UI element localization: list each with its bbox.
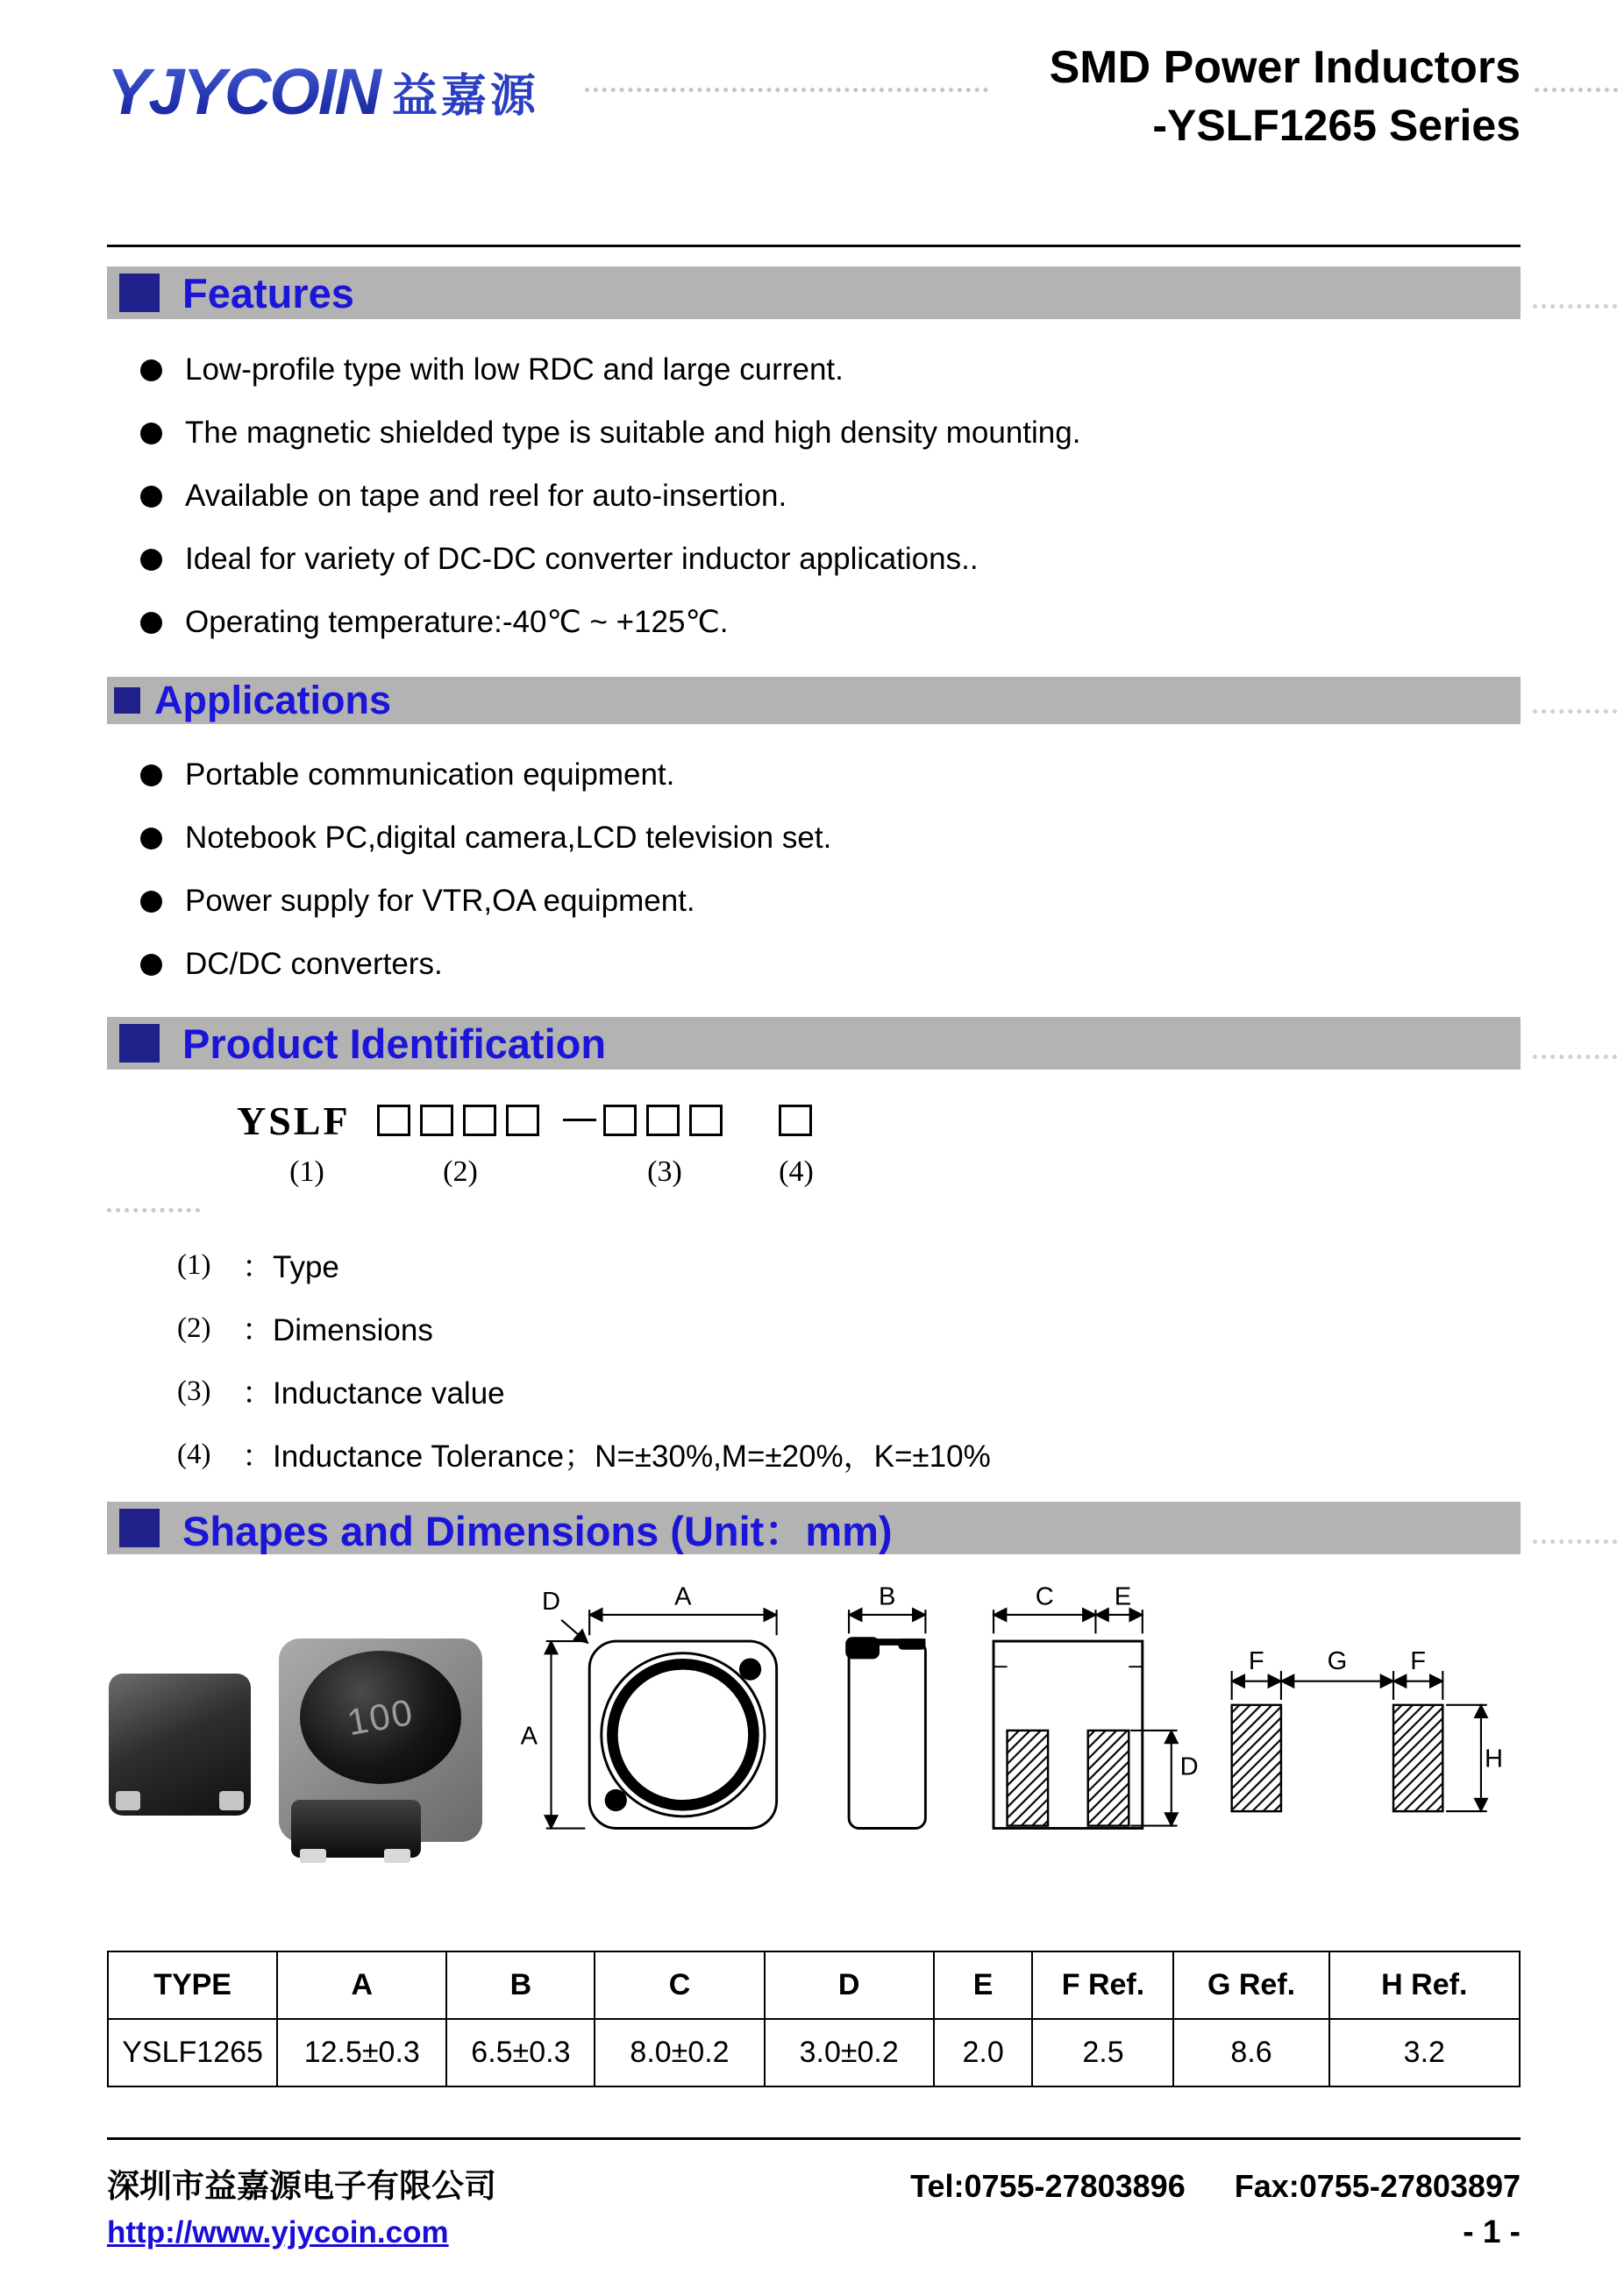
feature-text: Available on tape and reel for auto-insertion. bbox=[185, 479, 787, 513]
dim-label-d-corner: D bbox=[542, 1588, 561, 1617]
dim-label-h: H bbox=[1484, 1745, 1504, 1774]
terminal bbox=[116, 1791, 140, 1810]
document-title bbox=[1050, 39, 1521, 153]
features-section-header bbox=[107, 267, 1521, 319]
page-content bbox=[107, 267, 1521, 2087]
logo-wordmark: YJYCOIN bbox=[107, 54, 392, 129]
fax-number: Fax:0755-27803897 bbox=[1234, 2168, 1521, 2204]
legend-number: (3) bbox=[177, 1375, 211, 1407]
group-label: (3) bbox=[647, 1155, 682, 1188]
code-dash bbox=[563, 1119, 596, 1121]
list-item bbox=[140, 465, 1521, 528]
list-item bbox=[140, 338, 1521, 402]
logo-chinese-name: 益嘉源 bbox=[391, 72, 539, 122]
dimension-drawings-row bbox=[107, 1586, 1521, 1880]
feature-text: The magnetic shielded type is suitable and high density mounting. bbox=[185, 416, 1081, 450]
solder-pad bbox=[1008, 1731, 1049, 1826]
application-text: DC/DC converters. bbox=[185, 947, 443, 981]
part-number-code-row bbox=[237, 1096, 1521, 1145]
dim-label-f-left: F bbox=[1248, 1647, 1264, 1676]
legend-number: (1) bbox=[177, 1248, 211, 1281]
legend-item bbox=[177, 1297, 1521, 1360]
part-number-diagram bbox=[237, 1096, 1521, 1212]
photo-marking: 100 bbox=[344, 1690, 417, 1744]
application-text: Notebook PC,digital camera,LCD television set. bbox=[185, 821, 832, 855]
section-square-icon bbox=[114, 687, 140, 714]
features-list bbox=[107, 338, 1521, 654]
code-group-dimensions bbox=[377, 1105, 563, 1136]
legend-number: (4) bbox=[177, 1438, 211, 1470]
application-text: Power supply for VTR,OA equipment. bbox=[185, 884, 695, 918]
dotted-decoration bbox=[1533, 1055, 1617, 1059]
group-label: (1) bbox=[289, 1155, 324, 1188]
dim-label-a-top: A bbox=[674, 1586, 692, 1611]
cell-g: 8.6 bbox=[1173, 2019, 1328, 2086]
inductor-photo-left bbox=[109, 1674, 251, 1816]
bullet-icon bbox=[140, 764, 162, 786]
cell-type: YSLF1265 bbox=[108, 2019, 277, 2086]
section-square-icon bbox=[119, 1509, 160, 1547]
cell-d: 3.0±0.2 bbox=[765, 2019, 934, 2086]
list-item bbox=[140, 743, 1521, 807]
part-number-group-labels bbox=[237, 1150, 1521, 1194]
side-view-drawing bbox=[845, 1586, 925, 1829]
code-box bbox=[420, 1105, 453, 1136]
cell-h: 3.2 bbox=[1329, 2019, 1520, 2086]
col-header: E bbox=[934, 1951, 1033, 2019]
page-number: - 1 - bbox=[1463, 2214, 1521, 2250]
dim-label-e: E bbox=[1114, 1586, 1132, 1611]
bullet-icon bbox=[140, 612, 162, 634]
table-header-row bbox=[108, 1951, 1520, 2019]
col-header: TYPE bbox=[108, 1951, 277, 2019]
page-header bbox=[107, 0, 1521, 247]
dotted-decoration bbox=[107, 1208, 200, 1212]
tel-number: Tel:0755-27803896 bbox=[910, 2168, 1186, 2204]
list-item bbox=[140, 807, 1521, 870]
inductor-coil-top bbox=[300, 1651, 461, 1784]
dim-label-d-pad: D bbox=[1179, 1752, 1199, 1781]
col-header: H Ref. bbox=[1329, 1951, 1520, 2019]
code-box bbox=[779, 1105, 812, 1136]
part-number-legend bbox=[177, 1233, 1521, 1486]
cell-e: 2.0 bbox=[934, 2019, 1033, 2086]
page-footer bbox=[107, 2137, 1521, 2250]
bullet-icon bbox=[140, 359, 162, 381]
table-row bbox=[108, 2019, 1520, 2086]
cell-f: 2.5 bbox=[1032, 2019, 1173, 2086]
website-link[interactable]: http://www.yjycoin.com bbox=[107, 2215, 449, 2250]
col-header: A bbox=[277, 1951, 446, 2019]
code-group-inductance bbox=[603, 1105, 747, 1136]
legend-text: ：Type bbox=[242, 1250, 339, 1284]
bullet-icon bbox=[140, 891, 162, 913]
feature-text: Low-profile type with low RDC and large current. bbox=[185, 352, 844, 387]
contact-info bbox=[910, 2168, 1521, 2205]
adhesive-dot bbox=[739, 1658, 761, 1680]
company-logo bbox=[107, 54, 539, 129]
code-group-tolerance bbox=[779, 1105, 831, 1136]
legend-text: ：Dimensions bbox=[242, 1313, 433, 1347]
shapes-section-header bbox=[107, 1502, 1521, 1554]
bullet-icon bbox=[140, 423, 162, 444]
dotted-decoration bbox=[1535, 88, 1618, 92]
code-box bbox=[506, 1105, 539, 1136]
cell-a: 12.5±0.3 bbox=[277, 2019, 446, 2086]
title-line-2: -YSLF1265 Series bbox=[1152, 100, 1521, 150]
group-label: (2) bbox=[443, 1155, 478, 1188]
list-item bbox=[140, 528, 1521, 591]
company-name: 深圳市益嘉源电子有限公司 bbox=[107, 2168, 496, 2204]
section-square-icon bbox=[119, 274, 160, 312]
terminal bbox=[384, 1849, 410, 1863]
feature-text: Ideal for variety of DC-DC converter inductor applications.. bbox=[185, 542, 979, 576]
product-id-section-header bbox=[107, 1017, 1521, 1070]
code-box bbox=[377, 1105, 410, 1136]
shapes-heading: Shapes and Dimensions (Unit：mm) bbox=[182, 1507, 893, 1554]
feature-text: Operating temperature:-40℃ ~ +125℃. bbox=[185, 605, 729, 639]
list-item bbox=[140, 591, 1521, 654]
group-label: (4) bbox=[779, 1155, 814, 1188]
col-header: B bbox=[446, 1951, 595, 2019]
legend-item bbox=[177, 1360, 1521, 1423]
legend-item bbox=[177, 1233, 1521, 1297]
col-header: F Ref. bbox=[1032, 1951, 1173, 2019]
code-box bbox=[689, 1105, 723, 1136]
dotted-decoration bbox=[1533, 304, 1617, 309]
cell-c: 8.0±0.2 bbox=[595, 2019, 764, 2086]
code-box bbox=[603, 1105, 637, 1136]
applications-section-header bbox=[107, 677, 1521, 724]
bullet-icon bbox=[140, 954, 162, 976]
dim-label-c: C bbox=[1035, 1586, 1054, 1611]
list-item bbox=[140, 402, 1521, 465]
dim-label-b: B bbox=[879, 1586, 896, 1611]
legend-number: (2) bbox=[177, 1311, 211, 1344]
terminal bbox=[219, 1791, 244, 1810]
bullet-icon bbox=[140, 828, 162, 849]
applications-list bbox=[107, 743, 1521, 996]
bottom-view-drawing bbox=[994, 1586, 1199, 1829]
applications-heading: Applications bbox=[154, 678, 392, 722]
col-header: D bbox=[765, 1951, 934, 2019]
dotted-decoration bbox=[585, 88, 988, 92]
solder-pad bbox=[1088, 1731, 1129, 1826]
dimensions-table bbox=[107, 1951, 1521, 2087]
dotted-decoration bbox=[1533, 1539, 1617, 1544]
part-number-prefix: YSLF bbox=[237, 1098, 351, 1143]
bullet-icon bbox=[140, 486, 162, 508]
inductor-photo-right bbox=[279, 1638, 482, 1842]
col-header: C bbox=[595, 1951, 764, 2019]
dim-label-f-right: F bbox=[1410, 1647, 1427, 1676]
dotted-decoration bbox=[1533, 709, 1617, 714]
adhesive-dot bbox=[605, 1789, 627, 1811]
cell-b: 6.5±0.3 bbox=[446, 2019, 595, 2086]
section-square-icon bbox=[119, 1024, 160, 1063]
list-item bbox=[140, 870, 1521, 933]
product-id-heading: Product Identification bbox=[182, 1020, 607, 1067]
bullet-icon bbox=[140, 549, 162, 571]
code-box bbox=[463, 1105, 496, 1136]
dim-label-g: G bbox=[1327, 1647, 1348, 1676]
title-line-1: SMD Power Inductors bbox=[1049, 42, 1521, 93]
col-header: G Ref. bbox=[1173, 1951, 1328, 2019]
list-item bbox=[140, 933, 1521, 996]
features-heading: Features bbox=[182, 269, 354, 316]
land-pad bbox=[1393, 1705, 1442, 1811]
land-pattern-drawing bbox=[1232, 1647, 1503, 1811]
dimension-drawings bbox=[509, 1586, 1508, 1871]
land-pad bbox=[1232, 1705, 1281, 1811]
terminal bbox=[300, 1849, 326, 1863]
code-box bbox=[646, 1105, 680, 1136]
dim-label-a-side: A bbox=[520, 1722, 538, 1751]
legend-item bbox=[177, 1423, 1521, 1486]
product-photo bbox=[107, 1635, 484, 1880]
top-view-drawing bbox=[521, 1586, 777, 1829]
legend-text: ：Inductance value bbox=[242, 1376, 505, 1411]
legend-text: ：Inductance Tolerance；N=±30%,M=±20%，K=±10% bbox=[242, 1439, 991, 1474]
application-text: Portable communication equipment. bbox=[185, 757, 675, 792]
